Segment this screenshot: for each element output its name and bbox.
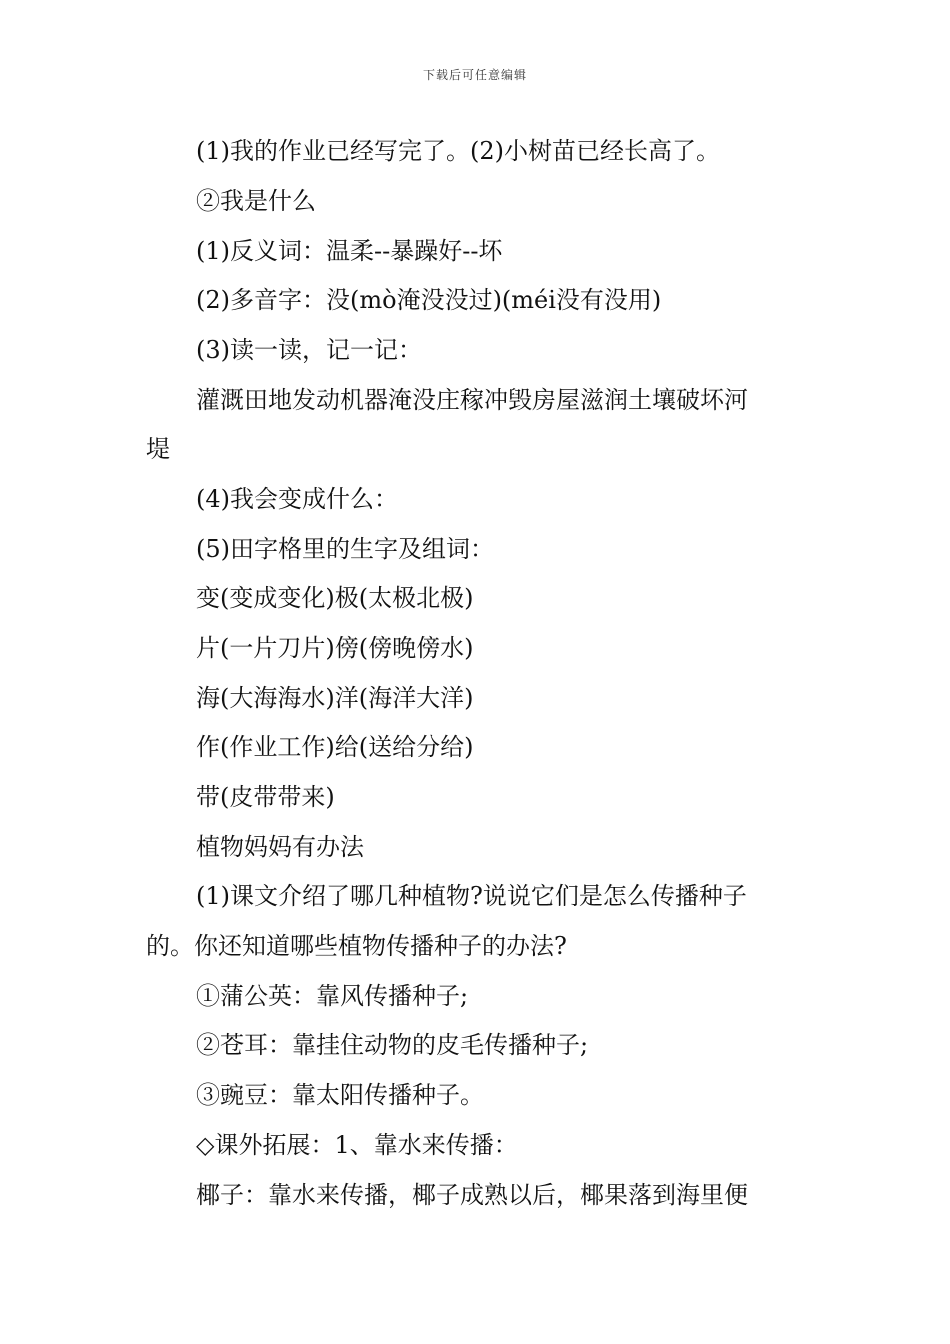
- answer-line: ②苍耳：靠挂住动物的皮毛传播种子;: [196, 1031, 589, 1059]
- text-line: 椰子：靠水来传播，椰子成熟以后，椰果落到海里便: [196, 1181, 748, 1209]
- text-line: (5)田字格里的生字及组词：: [196, 535, 494, 563]
- text-line: (4)我会变成什么：: [196, 485, 398, 513]
- page-header: 下载后可任意编辑: [422, 68, 527, 82]
- vocab-line: 变(变成变化)极(太极北极): [196, 584, 474, 612]
- vocab-line: 作(作业工作)给(送给分给): [196, 733, 474, 761]
- text-line: (1)我的作业已经写完了。(2)小树苗已经长高了。: [196, 137, 720, 165]
- text-line-continuation: 堤: [146, 435, 170, 463]
- vocab-line: 片(一片刀片)傍(傍晚傍水): [196, 634, 474, 662]
- answer-line: ①蒲公英：靠风传播种子;: [196, 982, 469, 1010]
- text-line: (1)反义词：温柔--暴躁好--坏: [196, 237, 503, 265]
- question-line-continuation: 的。你还知道哪些植物传播种子的办法?: [146, 932, 567, 960]
- vocab-line: 带(皮带带来): [196, 783, 335, 811]
- question-line: (1)课文介绍了哪几种植物?说说它们是怎么传播种子: [196, 882, 747, 910]
- vocab-line: 海(大海海水)洋(海洋大洋): [196, 684, 474, 712]
- section-heading: 植物妈妈有办法: [196, 833, 364, 861]
- extension-heading: ◇课外拓展：1、靠水来传播：: [196, 1131, 518, 1159]
- text-line: (2)多音字：没(mò淹没没过)(méi没有没用): [196, 286, 662, 314]
- answer-line: ③豌豆：靠太阳传播种子。: [196, 1081, 484, 1109]
- section-heading: ②我是什么: [196, 187, 316, 215]
- text-line: (3)读一读，记一记：: [196, 336, 422, 364]
- text-line: 灌溉田地发动机器淹没庄稼冲毁房屋滋润土壤破坏河: [196, 386, 748, 414]
